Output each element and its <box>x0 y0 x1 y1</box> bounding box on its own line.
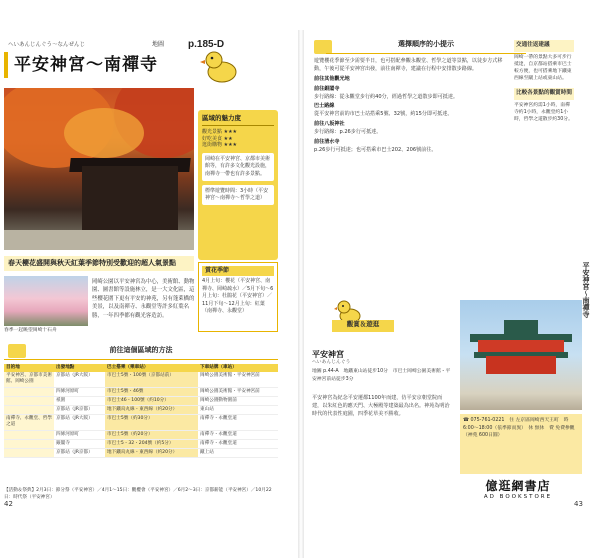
bus-cell: 市巴士5號・46號 <box>105 387 198 396</box>
title-kana: へいあんじんぐう〜なんぜんじ <box>8 42 86 48</box>
area-appeal-heading: 區域的魅力度 <box>202 114 274 126</box>
access-table-row <box>4 396 278 405</box>
map-label: 地圖 <box>152 41 165 48</box>
vertical-page-label: 平安神宮〜南禪寺 <box>582 262 590 318</box>
photo-caption: 春季一起眺望岡崎十石舟 <box>4 328 57 333</box>
feature-headline: 春天櫻花盛開與秋天紅葉季節特別受歡迎的超人氣景點 <box>4 256 194 271</box>
header-bus: 巴士搭乘（乘車站） <box>105 364 198 372</box>
spot-kana: へいあんじんぐう <box>312 360 351 365</box>
route-items <box>314 86 510 155</box>
page-title: 平安神宮〜南禪寺 <box>14 54 158 75</box>
spot-data-box: ☎ 075-761-0221 住 左京區岡崎西天王町 時 6:00〜18:00（依季節而異） 休 無休 費 免費參觀（神苑 600日圓） <box>460 414 582 474</box>
destination-cell: 平安神宮、京都市美術館、岡崎公園 <box>4 372 54 387</box>
cherry-blossom-photo <box>4 276 88 326</box>
access-table-row <box>4 372 278 387</box>
origin-cell: 銀閣寺 <box>54 439 105 448</box>
destination-cell <box>4 430 54 439</box>
autumn-temple-photo <box>4 88 194 250</box>
sights-heading: 觀賞＆遊逛 <box>332 320 394 332</box>
access-table-row <box>4 448 278 457</box>
destination-cell: 南禪寺、永觀堂、哲學之道 <box>4 415 54 430</box>
origin-cell: 四條河原町 <box>54 430 105 439</box>
route-item-text: 步行路線：p.26步行可抵達。 <box>314 129 382 136</box>
bookstore-watermark-sub: AD BOOKSTORE <box>483 494 553 500</box>
bus-cell: 市巴士46・100號（約10分） <box>105 396 198 405</box>
access-table-row <box>4 439 278 448</box>
route-item-label: 前往八坂神社 <box>314 121 345 128</box>
events-footer: 【活動＆祭典】2月3日：節分祭（平安神宮）／4月1〜15日：觀櫻會（平安神宮）／6月2〜3日：京都薪能（平安神宮）／10月22日：時代祭（平安神宮） <box>4 488 272 500</box>
origin-cell: 京都站（JR京都） <box>54 448 105 457</box>
page-number-left: 42 <box>4 500 13 508</box>
bus-cell: 市巴士5號（約20分） <box>105 430 198 439</box>
route-item-label: 前往清水寺 <box>314 139 340 146</box>
route-item-label: 前往銀閣寺 <box>314 85 340 92</box>
stop-cell: 岡崎公園動物園前 <box>198 396 278 405</box>
stop-cell: 南禪寺・永觀堂道 <box>198 430 278 439</box>
destination-cell <box>4 396 54 405</box>
stop-cell: 南禪寺・永觀堂道 <box>198 439 278 448</box>
origin-cell: 四條河原町 <box>54 387 105 396</box>
destination-cell <box>4 405 54 414</box>
origin-cell: 京都站（JR大阪） <box>54 415 105 430</box>
origin-cell: 京都站（JR大阪） <box>54 372 105 387</box>
access-table-header <box>4 364 278 372</box>
access-table <box>4 364 278 458</box>
appeal-row: 逛街購物 ★★★ <box>202 142 238 149</box>
side-body-time: 平安神宮約需1小時，南禪寺約1小時，永觀堂約1小時，哲學之道散步約30分。 <box>514 102 573 123</box>
map-reference: p.185-D <box>188 39 225 50</box>
route-item-text: 步行路線：從永觀堂步行約40分，經過哲學之道散步即可抵達。 <box>314 93 459 100</box>
access-table-row <box>4 405 278 414</box>
side-heading-transport: 交通往返建議 <box>514 40 574 52</box>
intro-body-text: 岡崎公園以平安神宮為中心，美術館、動物園、圖書館等設施林立，是一大文化區，這些櫻花圍下更有平安的神苑，另有蓬萊橋的美景，以及南禪寺、永觀堂等許多紅葉名勝，一年四季都有觀光客造訪。 <box>92 279 195 319</box>
route-item-text: 從平安神宮前的市巴士站搭乘5號、32號，約15分即可抵達。 <box>314 111 453 118</box>
heian-shrine-photo <box>460 300 582 410</box>
origin-cell: 祇園 <box>54 396 105 405</box>
duck-mascot-icon <box>200 44 242 86</box>
route-tips-heading: 選擇順序的小提示 <box>326 40 526 54</box>
route-item-label: 巴士路線 <box>314 103 335 110</box>
destination-cell <box>4 439 54 448</box>
side-body-transport: 岡崎一帶的景點大多可步行抵達，自京都站搭乘市巴士較方便，也可搭乘地下鐵東西線至蹴上站或東山站。 <box>514 54 572 82</box>
header-destination: 目的地 <box>4 364 54 372</box>
stop-cell: 南禪寺・永觀堂道 <box>198 415 278 430</box>
page-title-bar <box>4 52 194 78</box>
bookstore-watermark: 億逛網書店 <box>485 479 551 493</box>
access-table-row <box>4 387 278 396</box>
access-table-body <box>4 372 278 457</box>
stop-cell: 岡崎公園美術館・平安神宮前 <box>198 387 278 396</box>
destination-cell <box>4 387 54 396</box>
spot-access-info: 地圖 p.44-A 地鐵東山站徒步10分 市巴士岡崎公園美術館・平安神宮前站徒步3分 <box>312 369 451 382</box>
origin-cell: 京都站（JR京都） <box>54 405 105 414</box>
access-table-row <box>4 415 278 430</box>
header-origin: 出發地點 <box>54 364 105 372</box>
bus-cell: 地下鐵烏丸線・東西線（約20分） <box>105 448 198 457</box>
bus-cell: 市巴士5號・100號（京都站前） <box>105 372 198 387</box>
route-item-text: p.26步行可抵達；也可搭乘市巴士202、206號前往。 <box>314 146 437 153</box>
spot-title: 平安神宮 <box>312 350 344 359</box>
appeal-row: 好吃美食 ★★ <box>202 135 233 142</box>
flower-season-box <box>198 262 278 332</box>
stop-cell: 岡崎公園美術館・平安神宮前 <box>198 372 278 387</box>
season-body: 4月上旬：櫻花（平安神宮、南禪寺、岡崎疏水）／5月下旬〜6月上旬：杜鵑花（平安神宮）／11月下旬〜12月上旬：紅葉（南禪寺、永觀堂） <box>202 278 274 315</box>
bus-cell: 市巴士5號（約30分） <box>105 415 198 430</box>
appeal-row: 觀光景點 ★★★ <box>202 128 238 135</box>
area-appeal-body: 岡崎在平安神宮、京都市美術館等，有許多文化觀光設施，南禪寺一帶也有許多景點。 <box>202 153 274 181</box>
route-section-title: 前往其他觀光地 <box>314 75 350 82</box>
access-table-row <box>4 430 278 439</box>
visit-time-note: 標準遊覽時間：3小時（平安神宮〜南禪寺〜哲學之道） <box>202 185 274 206</box>
bus-cell: 市巴士5・32・204號（約5分） <box>105 439 198 448</box>
stop-cell: 東山站 <box>198 405 278 414</box>
access-heading: 前往這個區域的方法 <box>4 346 278 360</box>
destination-cell <box>4 448 54 457</box>
page-gutter <box>298 30 304 558</box>
bus-cell: 地下鐵烏丸線・東西線（約20分） <box>105 405 198 414</box>
header-stop: 下車站牌（車站） <box>198 364 278 372</box>
page-number-right: 43 <box>574 500 583 508</box>
area-appeal-box <box>198 110 278 260</box>
side-column <box>514 40 574 123</box>
spot-description: 平安神宮為紀念平安遷都1100年而建，仿平安京朝堂院而建，以朱紅色的應天門、大極殿等建築最為出名。神苑為明治時代的代表性庭園，四季花草美不勝收。 <box>312 395 450 418</box>
route-intro: 遊覽櫻花季節至少需要半日，也可搭配參觀永觀堂、哲學之道等景點，以徒步方式移動，午後可從平安神宮出發，前往南禪寺，建議在行程中安排散步路線。 <box>314 58 503 72</box>
stop-cell: 蹴上站 <box>198 448 278 457</box>
side-heading-time: 比較各景點的觀賞時間 <box>514 88 574 100</box>
season-heading: 賞花季節 <box>202 266 274 276</box>
route-tips-body <box>314 58 510 155</box>
